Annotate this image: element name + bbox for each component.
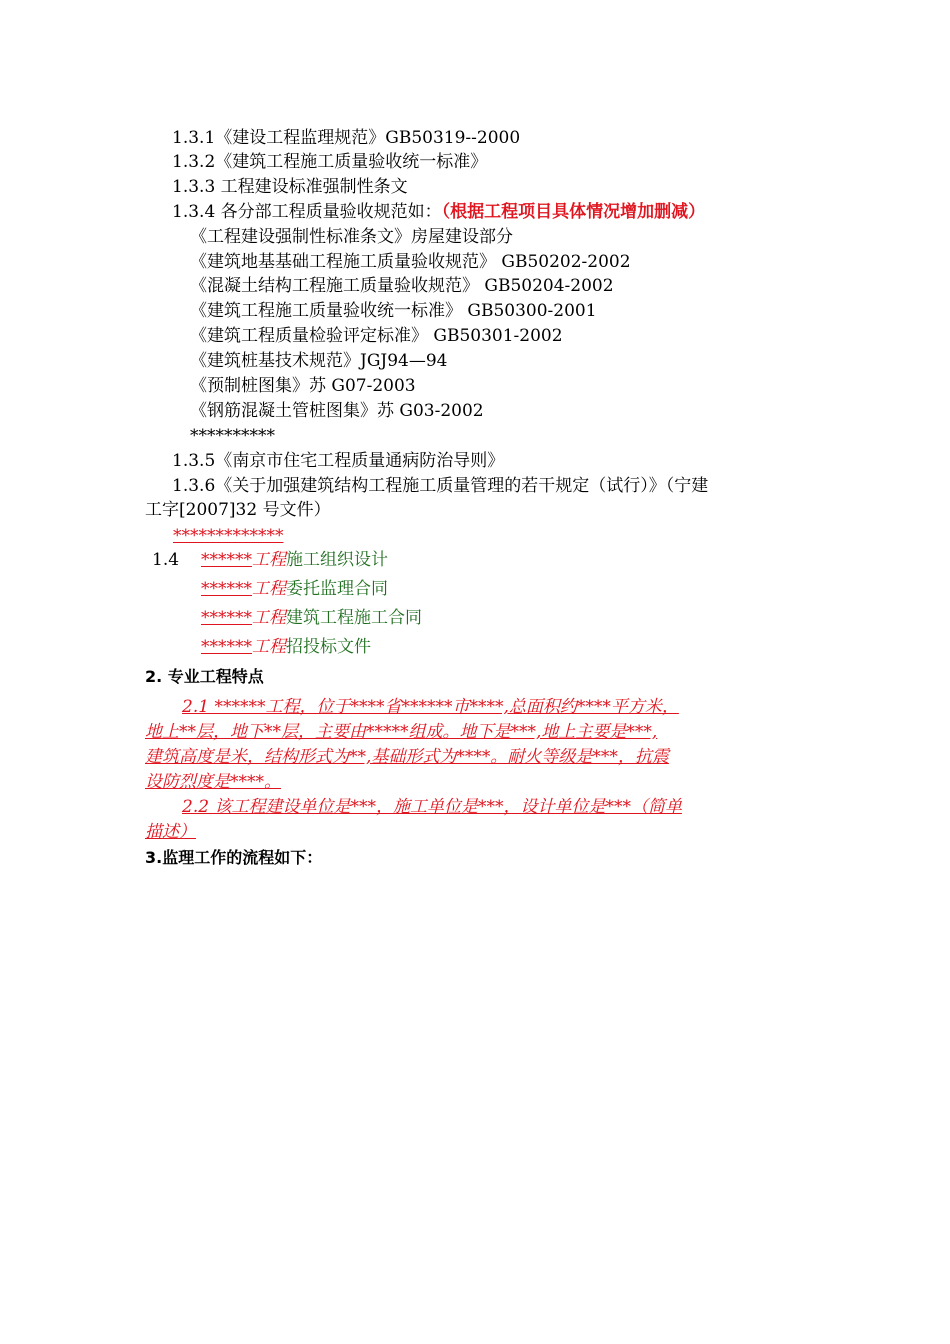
sub-ref: 《工程建设强制性标准条文》房屋建设部分 — [190, 227, 513, 247]
sub-ref: 《建筑地基基础工程施工质量验收规范》 GB50202-2002 — [190, 252, 631, 272]
ref-1-3-6-line1: 1.3.6《关于加强建筑结构工程施工质量管理的若干规定（试行）》（宁建 — [172, 476, 709, 496]
project-name-placeholder: ****** — [201, 637, 252, 657]
project-suffix: 工程 — [252, 579, 286, 599]
project-overview-line: 2.1 ******工程，位于****省******市****,总面积约****平方米， — [182, 697, 679, 717]
ref-1-3-6-line2: 工字[2007]32 号文件） — [145, 500, 331, 520]
project-name-placeholder: ****** — [201, 550, 252, 570]
ref-1-3-4-text: 1.3.4 各分部工程质量验收规范如： — [172, 202, 442, 222]
ref-1-3-4-note: （根据工程项目具体情况增加删减） — [441, 202, 706, 222]
project-doc-title: 施工组织设计 — [286, 550, 388, 570]
project-doc-item — [201, 548, 388, 572]
ref-1-3-1: 1.3.1《建设工程监理规范》GB50319--2000 — [172, 128, 521, 148]
project-doc-item — [201, 635, 371, 659]
sub-ref-stars: ********** — [190, 426, 275, 446]
ref-1-3-4 — [172, 200, 705, 224]
sub-ref: 《建筑工程施工质量验收统一标准》 GB50300-2001 — [190, 301, 597, 321]
project-overview-line: 建筑高度是米，结构形式为**,基础形式为****。耐火等级是***，抗震 — [145, 747, 669, 767]
section-2-heading: 2. 专业工程特点 — [145, 667, 264, 686]
sub-ref: 《钢筋混凝土管桩图集》苏 G03-2002 — [190, 401, 484, 421]
project-parties-line: 描述） — [145, 822, 196, 842]
sub-ref: 《预制桩图集》苏 G07-2003 — [190, 376, 416, 396]
project-doc-item — [201, 606, 422, 630]
project-doc-item — [201, 577, 388, 601]
project-doc-title: 招投标文件 — [286, 637, 371, 657]
project-suffix: 工程 — [252, 637, 286, 657]
sub-ref: 《建筑桩基技术规范》JGJ94—94 — [190, 351, 448, 371]
section-3-heading: 3.监理工作的流程如下： — [145, 848, 323, 867]
project-suffix: 工程 — [252, 550, 286, 570]
project-name-placeholder: ****** — [201, 579, 252, 599]
ref-1-3-2: 1.3.2《建筑工程施工质量验收统一标准》 — [172, 152, 488, 172]
project-suffix: 工程 — [252, 608, 286, 628]
ref-1-3-5: 1.3.5《南京市住宅工程质量通病防治导则》 — [172, 451, 505, 471]
ref-1-3-6-stars: ************* — [173, 526, 284, 546]
project-name-placeholder: ****** — [201, 608, 252, 628]
sub-ref: 《混凝土结构工程施工质量验收规范》 GB50204-2002 — [190, 276, 614, 296]
project-parties-line: 2.2 该工程建设单位是***，施工单位是***，设计单位是***（简单 — [182, 797, 682, 817]
project-overview-line: 地上**层，地下**层，主要由*****组成。地下是***,地上主要是***, — [145, 722, 658, 742]
project-doc-title: 委托监理合同 — [286, 579, 388, 599]
section-1-4-number: 1.4 — [152, 550, 180, 570]
sub-ref: 《建筑工程质量检验评定标准》 GB50301-2002 — [190, 326, 563, 346]
project-overview-line: 设防烈度是****。 — [145, 772, 281, 792]
project-doc-title: 建筑工程施工合同 — [286, 608, 422, 628]
ref-1-3-3: 1.3.3 工程建设标准强制性条文 — [172, 177, 408, 197]
